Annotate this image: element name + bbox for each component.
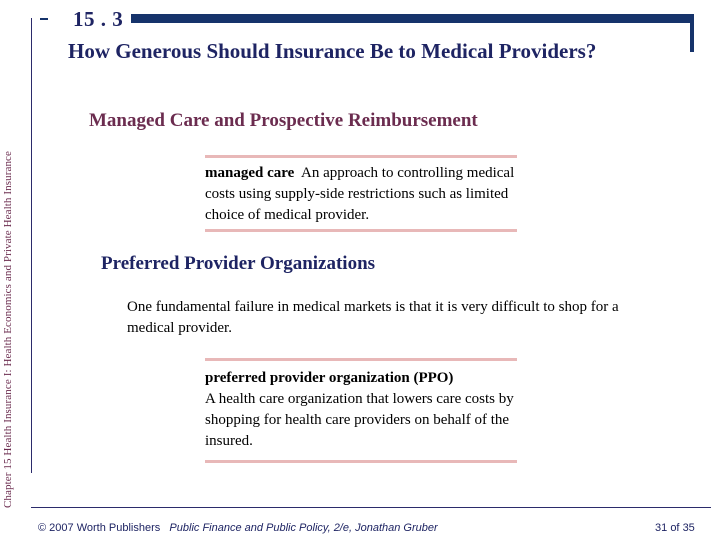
page-number: 31 <box>655 522 668 534</box>
header-bar-drop <box>690 18 694 52</box>
page-total: 35 <box>682 522 695 534</box>
definition-term: managed care <box>205 165 295 181</box>
copyright: © 2007 Worth Publishers <box>38 522 161 534</box>
footer-credit <box>38 522 438 534</box>
header-bar-stub <box>40 18 48 20</box>
chapter-label: Chapter 15 Health Insurance I: Health Economics and Private Health Insurance <box>2 150 14 508</box>
section-number: 15 . 3 <box>71 6 127 32</box>
page-of: of <box>670 522 680 534</box>
slide-title: How Generous Should Insurance Be to Medical Providers? <box>68 39 597 63</box>
definition-rule-top <box>205 155 517 158</box>
sidebar-divider <box>31 18 32 473</box>
book-citation: Public Finance and Public Policy, 2/e, Jonathan Gruber <box>169 522 438 534</box>
chapter-sidebar <box>0 0 22 510</box>
definition-text: A health care organization that lowers care costs by shopping for health care providers on behalf of the insured. <box>205 391 514 449</box>
body-paragraph: One fundamental failure in medical markets is that it is very difficult to shop for a medical provider. <box>127 299 619 336</box>
page-indicator <box>655 522 695 534</box>
definition-rule-bottom <box>205 229 517 232</box>
subheading-managed-care: Managed Care and Prospective Reimbursement <box>89 110 478 131</box>
definition-rule-bottom <box>205 460 517 463</box>
definition-text: An approach to controlling medical costs using supply-side restrictions such as limited choice of medical provider. <box>205 165 515 223</box>
subheading-ppo: Preferred Provider Organizations <box>101 253 376 274</box>
definition-managed-care <box>205 163 517 226</box>
footer-divider <box>31 507 711 508</box>
definition-rule-top <box>205 358 517 361</box>
definition-ppo <box>205 368 517 452</box>
definition-term: preferred provider organization (PPO) <box>205 370 454 386</box>
header-bar <box>131 14 694 23</box>
